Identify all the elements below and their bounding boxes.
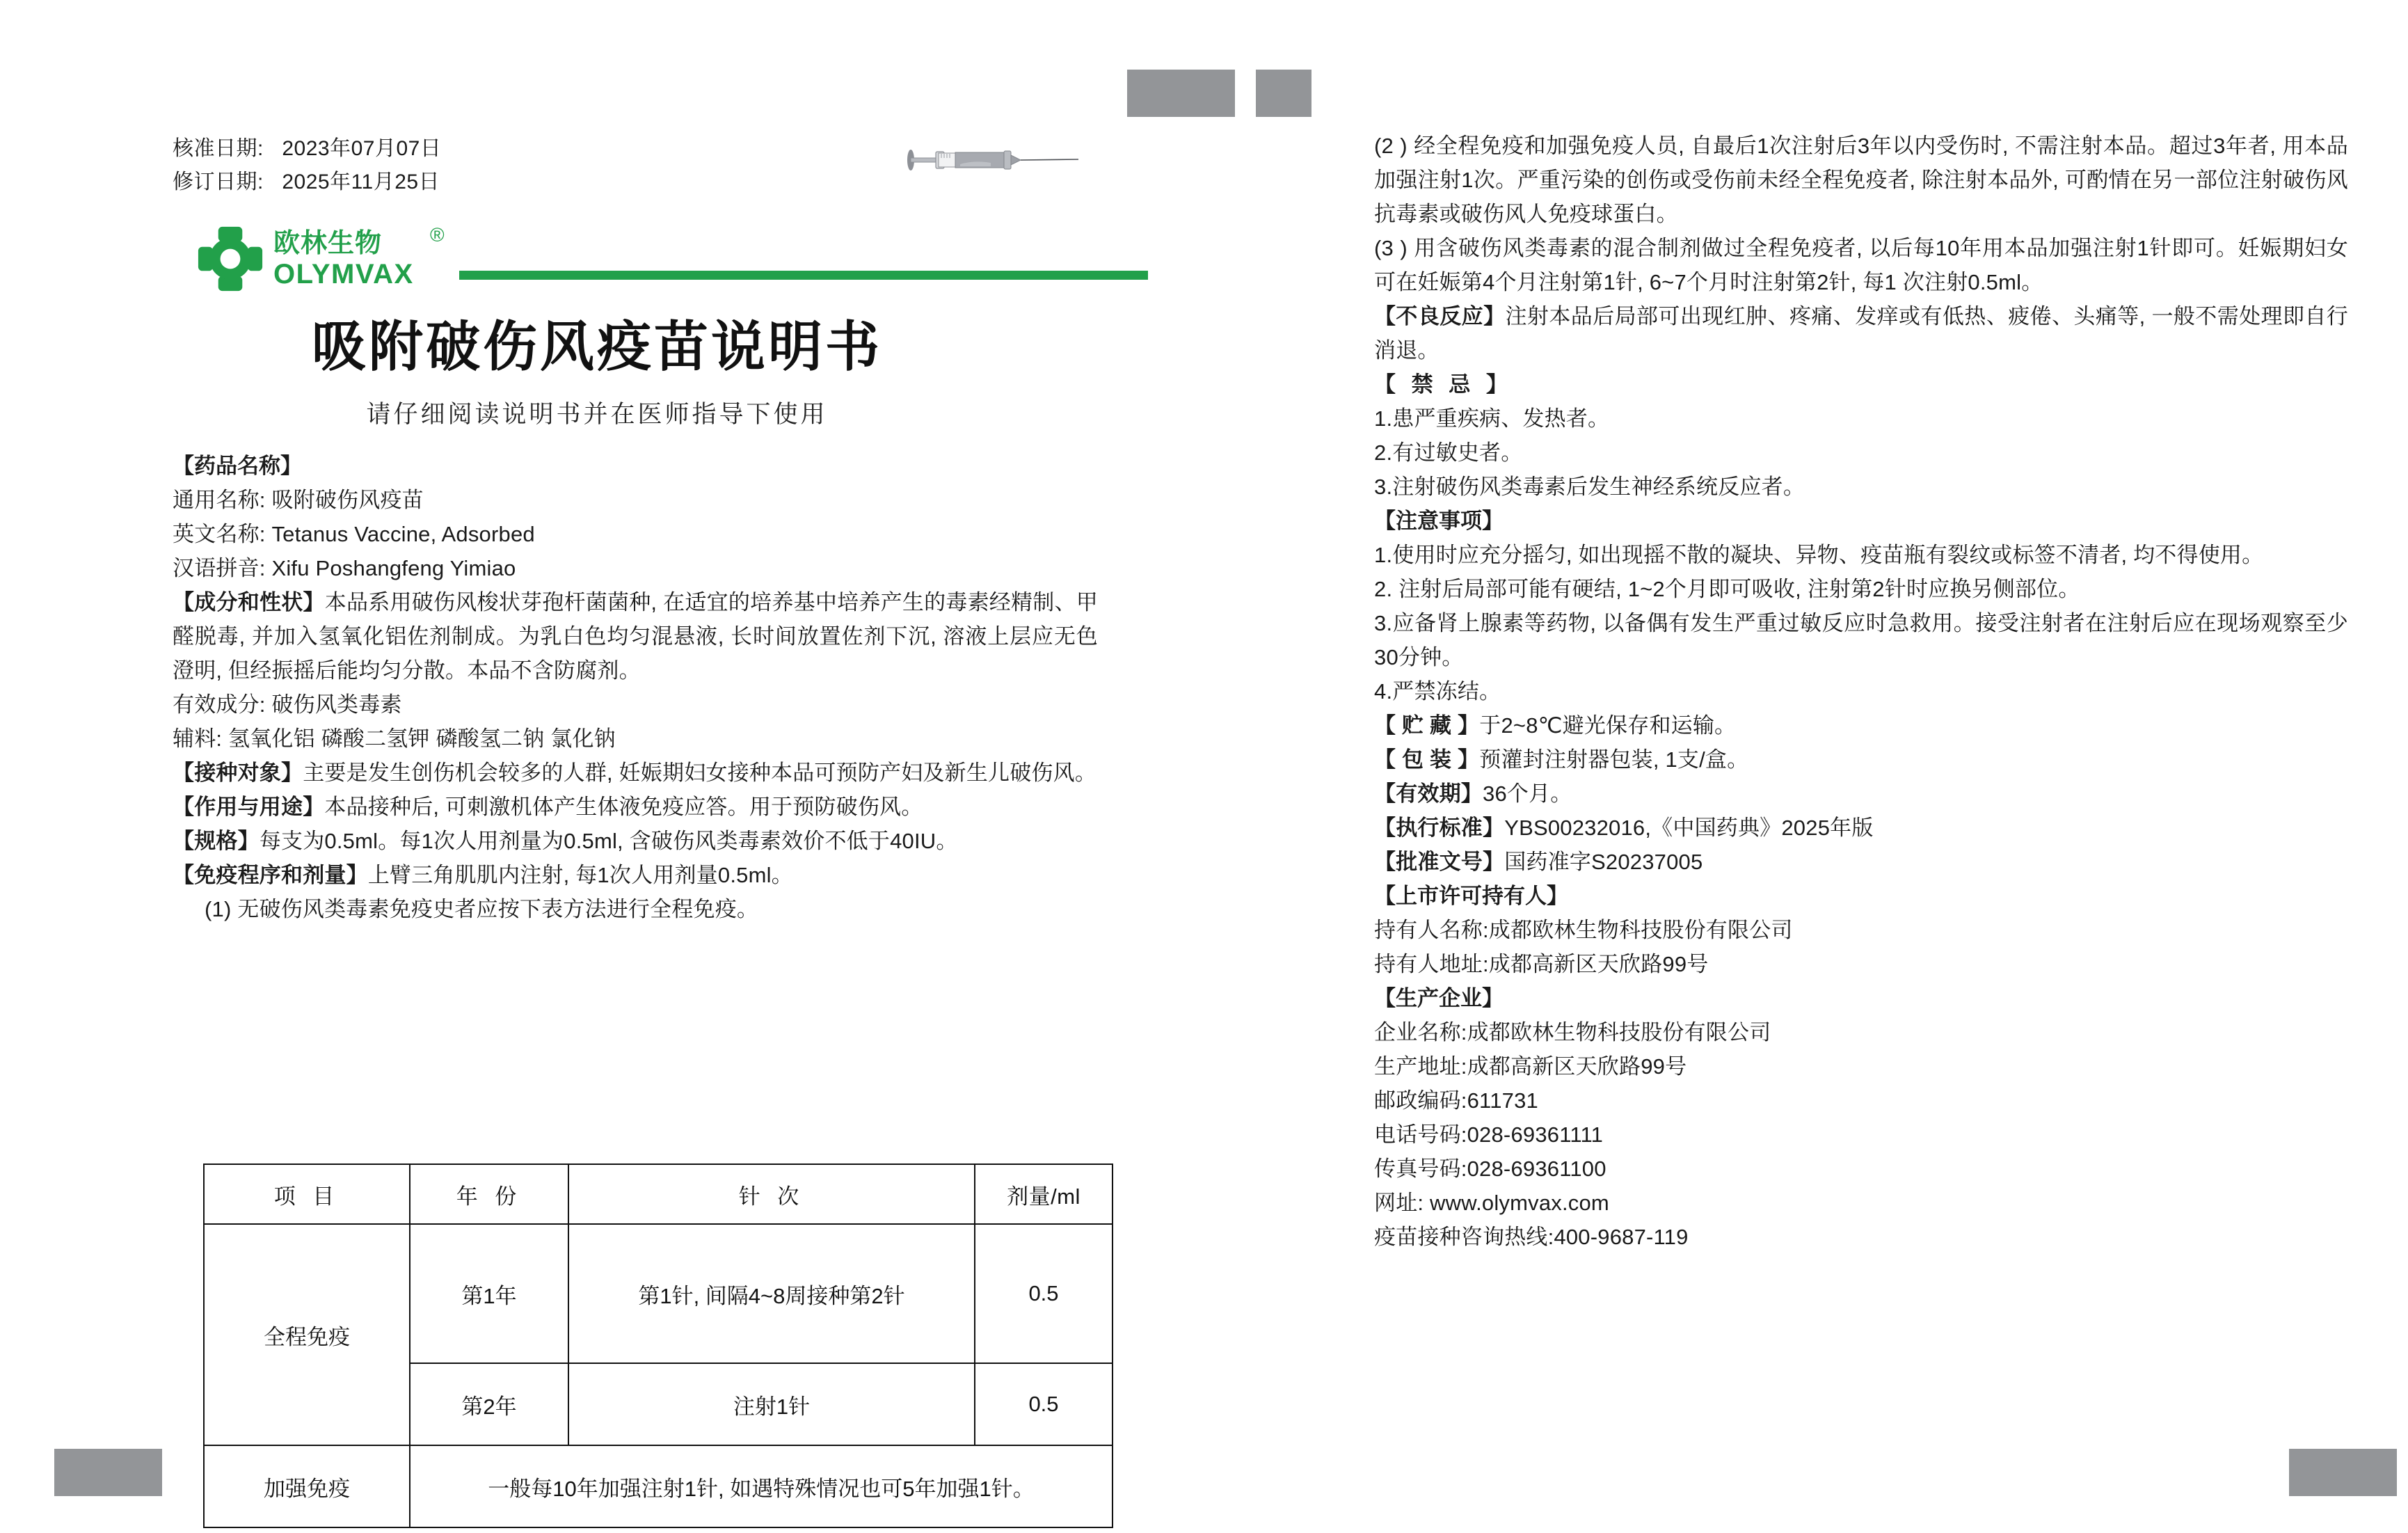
section-package-heading: 【 包 装 】: [1374, 747, 1480, 772]
section-shelf-life: [1374, 777, 2348, 811]
precaution-3: 3.应备肾上腺素等药物, 以备偶有发生严重过敏反应时急救用。接受注射者在注射后应在现场观察至少30分钟。: [1374, 611, 2348, 669]
phone-number: 电话号码:028-69361111: [1374, 1122, 1604, 1147]
section-shelf-life-heading: 【有效期】: [1374, 781, 1483, 806]
standard-text: YBS00232016,《中国药典》2025年版: [1504, 816, 1874, 840]
english-name-label: 英文名称:: [173, 522, 266, 546]
package-text: 预灌封注射器包装, 1支/盒。: [1479, 747, 1749, 772]
section-contraindication-heading: 【 禁 忌 】: [1374, 372, 1513, 397]
cell-volume-2: 0.5: [975, 1363, 1113, 1445]
registration-mark-bottom-right: [2289, 1449, 2397, 1496]
col-header-item: 项 目: [204, 1164, 410, 1224]
cell-dose-2: 注射1针: [568, 1363, 975, 1445]
section-schedule: [173, 858, 1098, 892]
generic-name-label: 通用名称:: [173, 488, 266, 512]
section-storage: [1374, 708, 2348, 742]
mah-address: 持有人地址:成都高新区天欣路99号: [1374, 952, 1709, 976]
table-header-row: [204, 1164, 1113, 1224]
section-drug-name-heading: 【药品名称】: [173, 454, 302, 478]
registration-mark-top-right: [1256, 70, 1311, 117]
cell-year-2: 第2年: [410, 1363, 568, 1445]
manufacturer-address: 生产地址:成都高新区天欣路99号: [1374, 1054, 1687, 1079]
company-logo: [197, 223, 445, 295]
section-action: [173, 790, 1098, 824]
pinyin-label: 汉语拼音:: [173, 556, 266, 580]
section-adverse-heading: 【不良反应】: [1374, 304, 1506, 328]
composition-text: 本品系用破伤风梭状芽孢杆菌菌种, 在适宜的培养基中培养产生的毒素经精制、甲醛脱毒, 并加入氢氧化铝佐剂制成。为乳白色均匀混悬液, 长时间放置佐剂下沉, 溶液上层应无色澄明, 但经振摇后能均匀分散。本品不含防腐剂。: [173, 590, 1098, 683]
vaccination-hotline: 疫苗接种咨询热线:400-9687-119: [1374, 1225, 1689, 1249]
syringe-icon: [904, 146, 1085, 174]
table-row: [204, 1224, 1113, 1363]
registration-mark-bottom-left: [54, 1449, 162, 1496]
website-url[interactable]: 网址: www.olymvax.com: [1374, 1191, 1609, 1215]
section-composition: [173, 585, 1098, 688]
section-spec-heading: 【规格】: [173, 829, 260, 853]
contraindication-3: 3.注射破伤风类毒素后发生神经系统反应者。: [1374, 475, 1805, 499]
header-rule: [459, 271, 1148, 280]
approval-date-line: [173, 132, 441, 166]
approval-date-label: 核准日期:: [173, 137, 264, 160]
fax-number: 传真号码:028-69361100: [1374, 1157, 1606, 1181]
registration-mark-top-left: [1127, 70, 1235, 117]
section-precautions-heading: 【注意事项】: [1374, 509, 1504, 533]
generic-name-line: [173, 483, 1098, 517]
adverse-text: 注射本品后局部可出现红肿、疼痛、发痒或有低热、疲倦、头痛等, 一般不需处理即自行消退。: [1374, 304, 2348, 363]
pinyin-value: Xifu Poshangfeng Yimiao: [271, 556, 516, 580]
col-header-volume: 剂量/ml: [975, 1164, 1113, 1224]
page-title: 吸附破伤风疫苗说明书: [311, 316, 882, 377]
english-name-line: [173, 517, 1098, 551]
logo-name-en: OLYMVAX: [273, 259, 414, 289]
right-column: [1374, 129, 2348, 1254]
section-standard: [1374, 811, 2348, 845]
section-package: [1374, 742, 2348, 777]
left-column: [173, 449, 1098, 926]
postcode: 邮政编码:611731: [1374, 1088, 1538, 1113]
cell-item-full-course: 全程免疫: [204, 1224, 410, 1445]
approval-number-text: 国药准字S20237005: [1504, 850, 1703, 874]
cell-item-booster: 加强免疫: [204, 1445, 410, 1527]
section-composition-heading: 【成分和性状】: [173, 590, 325, 614]
precaution-2: 2. 注射后局部可能有硬结, 1~2个月即可吸收, 注射第2针时应换另侧部位。: [1374, 577, 2080, 601]
target-text: 主要是发生创伤机会较多的人群, 妊娠期妇女接种本品可预防产妇及新生儿破伤风。: [303, 761, 1097, 785]
action-text: 本品接种后, 可刺激机体产生体液免疫应答。用于预防破伤风。: [324, 795, 923, 819]
section-adverse: [1374, 299, 2348, 367]
section-mah-heading: 【上市许可持有人】: [1374, 884, 1568, 908]
section-standard-heading: 【执行标准】: [1374, 816, 1505, 840]
section-approval-number: [1374, 845, 2348, 879]
manufacturer-name: 企业名称:成都欧林生物科技股份有限公司: [1374, 1020, 1771, 1044]
precaution-4: 4.严禁冻结。: [1374, 679, 1501, 704]
cell-booster-description: 一般每10年加强注射1针, 如遇特殊情况也可5年加强1针。: [410, 1445, 1113, 1527]
mah-name: 持有人名称:成都欧林生物科技股份有限公司: [1374, 918, 1793, 942]
cell-volume-1: 0.5: [975, 1224, 1113, 1363]
approval-date-value: 2023年07月07日: [282, 137, 442, 160]
col-header-year: 年 份: [410, 1164, 568, 1224]
schedule-text: 上臂三角肌肌内注射, 每1次人用剂量0.5ml。: [367, 863, 793, 887]
document-dates: [173, 132, 441, 199]
section-target-heading: 【接种对象】: [173, 761, 303, 785]
revision-date-value: 2025年11月25日: [282, 170, 440, 193]
pinyin-line: [173, 551, 1098, 585]
table-row: [204, 1445, 1113, 1527]
schedule-item-2: (2 ) 经全程免疫和加强免疫人员, 自最后1次注射后3年以内受伤时, 不需注射本品。超过3年者, 用本品加强注射1次。严重污染的创伤或受伤前未经全程免疫者, 除注射本品外, 可酌情在另一部位注射破伤风抗毒素或破伤风人免疫球蛋白。: [1374, 134, 2348, 226]
shelf-life-text: 36个月。: [1483, 781, 1572, 806]
active-ingredient-line: 有效成分: 破伤风类毒素: [173, 692, 402, 717]
section-manufacturer-heading: 【生产企业】: [1374, 986, 1504, 1010]
precaution-1: 1.使用时应充分摇匀, 如出现摇不散的凝块、异物、疫苗瓶有裂纹或标签不清者, 均不得使用。: [1374, 543, 2264, 567]
storage-text: 于2~8℃避光保存和运输。: [1479, 713, 1737, 738]
immunization-schedule-table: [203, 1163, 1113, 1528]
schedule-note: (1) 无破伤风类毒素免疫史者应按下表方法进行全程免疫。: [205, 897, 759, 921]
excipients-line: 辅料: 氢氧化铝 磷酸二氢钾 磷酸氢二钠 氯化钠: [173, 726, 616, 751]
registered-trademark-icon: ®: [430, 224, 445, 246]
section-approval-number-heading: 【批准文号】: [1374, 850, 1505, 874]
section-action-heading: 【作用与用途】: [173, 795, 325, 819]
page-subtitle: 请仔细阅读说明书并在医师指导下使用: [366, 401, 828, 428]
col-header-dose: 针 次: [568, 1164, 975, 1224]
revision-date-label: 修订日期:: [173, 170, 264, 193]
generic-name-value: 吸附破伤风疫苗: [271, 488, 424, 512]
section-spec: [173, 824, 1098, 858]
schedule-item-3: (3 ) 用含破伤风类毒素的混合制剂做过全程免疫者, 以后每10年用本品加强注射1针即可。妊娠期妇女可在妊娠第4个月注射第1针, 6~7个月时注射第2针, 每1 次注射0.5ml。: [1374, 236, 2348, 294]
section-target: [173, 756, 1098, 790]
contraindication-1: 1.患严重疾病、发热者。: [1374, 406, 1610, 431]
english-name-value: Tetanus Vaccine, Adsorbed: [271, 522, 535, 546]
cell-dose-1: 第1针, 间隔4~8周接种第2针: [568, 1224, 975, 1363]
contraindication-2: 2.有过敏史者。: [1374, 440, 1523, 465]
olymvax-cross-ring-icon: [197, 225, 264, 292]
cell-year-1: 第1年: [410, 1224, 568, 1363]
section-schedule-heading: 【免疫程序和剂量】: [173, 863, 368, 887]
section-storage-heading: 【 贮 藏 】: [1374, 713, 1480, 738]
revision-date-line: [173, 166, 441, 199]
spec-text: 每支为0.5ml。每1次人用剂量为0.5ml, 含破伤风类毒素效价不低于40IU。: [259, 829, 958, 853]
logo-name-cn: 欧林生物: [273, 229, 383, 258]
logo-wordmark: [273, 224, 445, 289]
